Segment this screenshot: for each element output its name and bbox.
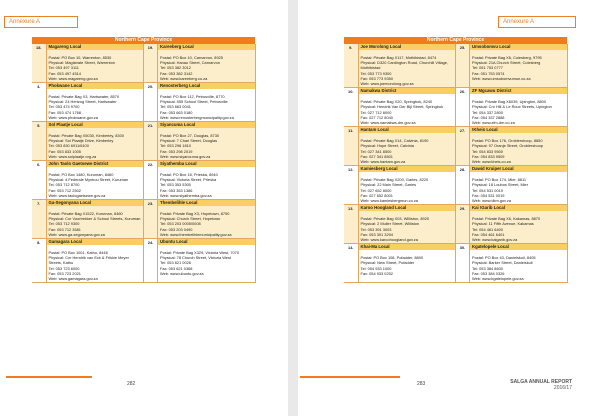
contact-detail: Physical: 21A Church Street, Colesberg <box>472 60 541 66</box>
contact-detail: Tel: 053 353 5300 <box>160 182 191 188</box>
contact-detail: Postal: PO Box 108, Pofadder, 8890 <box>360 255 424 261</box>
municipality-entry <box>46 122 144 161</box>
municipality-name: Karoo Hoogland Local <box>359 205 456 211</box>
municipality-entry <box>158 122 256 161</box>
municipality-entry <box>46 161 144 200</box>
contact-detail[interactable]: Web: www.siyancuma.gov.za <box>160 153 211 159</box>
contact-detail: Fax: 054 833 9509 <box>472 153 505 159</box>
contact-detail: Fax: 053 621 0368 <box>160 265 193 271</box>
contact-detail: Postal: Private Bag X5030, Kimberley, 8300 <box>48 133 124 139</box>
contact-detail: Postal: PO Box 176, Groblershoop, 8850 <box>472 138 543 144</box>
municipality-name: Ubuntu Local <box>158 239 255 245</box>
entry-number: 4. <box>32 83 46 122</box>
contact-detail: Fax: 053 353 1386 <box>160 187 193 193</box>
entry-number: 23. <box>144 200 158 239</box>
entry-number: 19. <box>144 44 158 83</box>
contact-detail: Fax: 053 391 3294 <box>360 231 393 237</box>
contact-detail: Tel: 027 712 8000 <box>360 109 392 115</box>
contact-detail: Postal: Private Bag X3, Hopetown, 8750 <box>160 211 230 217</box>
contact-detail: Tel: 054 531 0019 <box>472 187 503 193</box>
municipality-name: Khai-Ma Local <box>359 244 456 250</box>
contact-detail: Physical: Hendrik Van Der Bijl Street, Springbok <box>360 104 444 110</box>
municipality-table <box>32 37 256 283</box>
contact-detail[interactable]: Web: www.kamiesbergmun.co.za <box>360 198 418 204</box>
entry-number: 6. <box>32 161 46 200</box>
contact-detail: Tel: 053 712 8700 <box>48 182 80 188</box>
municipality-name: Kamiesberg Local <box>359 166 456 172</box>
contact-detail: Postal: Private Bag X200, Garies, 8220 <box>360 177 429 183</box>
table-row <box>344 88 567 127</box>
province-heading: Northern Cape Province <box>32 37 255 44</box>
municipality-name: Siyancuma Local <box>158 122 255 128</box>
contact-detail: Fax: 054 461 6401 <box>472 231 505 237</box>
contact-detail: Physical: Hanau Street, Carnarvon <box>160 60 220 66</box>
contact-detail[interactable]: Web: www.renosterbergmunicipality.gov.za <box>160 114 234 120</box>
municipality-entry <box>158 239 256 283</box>
contact-detail: Fax: 053 723 2021 <box>48 270 81 276</box>
contact-detail[interactable]: Web: www.siyathemba.gov.za <box>160 192 212 198</box>
contact-detail[interactable]: Web: www.solplaatje.org.za <box>48 153 97 159</box>
contact-detail: Fax: 054 337 2888 <box>472 114 505 120</box>
contact-detail: Postal: Private Bag X117, Mothibistad, 8474 <box>360 55 437 60</box>
contact-detail: Tel: 053 497 3111 <box>48 65 79 71</box>
footer-bar <box>6 376 92 378</box>
table-row <box>32 44 255 83</box>
contact-detail: Tel: 053 830 6911/6100 <box>48 143 89 149</box>
municipality-entry <box>358 166 456 205</box>
contact-detail: Fax: 053 474 1768 <box>48 109 81 115</box>
table-row <box>32 83 255 122</box>
entry-number: 21. <box>144 122 158 161</box>
contact-detail: Fax: 054 933 0252 <box>360 270 393 276</box>
municipality-table <box>344 37 568 283</box>
contact-detail: Postal: Private Bag X20, Springbok, 8240 <box>360 99 433 105</box>
table-body <box>344 44 567 283</box>
contact-detail: Postal: PO Box 27, Douglas, 8730 <box>160 133 220 139</box>
municipality-name: Siyathemba Local <box>158 161 255 167</box>
contact-detail[interactable]: Web: www.kheis.co.za <box>472 159 511 165</box>
page-gutter <box>288 0 298 416</box>
contact-detail: Postal: Private Bag X329, Victoria West, 7070 <box>160 250 240 256</box>
contact-detail: Fax: 053 712 2502 <box>48 187 81 193</box>
table-row <box>32 200 255 239</box>
municipality-entry <box>158 44 256 83</box>
contact-detail: Tel: 054 933 1000 <box>360 265 392 271</box>
contact-detail: Tel: 053 773 9300 <box>360 70 392 76</box>
entry-number: 20. <box>144 83 158 122</box>
contact-detail: Physical: 7 Charl Street, Douglas <box>160 138 218 144</box>
entry-number: 26. <box>456 88 470 127</box>
contact-detail[interactable]: Web: www.kgatelopele.gov.za <box>472 276 524 282</box>
contact-detail[interactable]: Web: www.zfm-dm.co.za <box>472 120 515 126</box>
table-row <box>344 127 567 166</box>
report-title <box>510 379 572 391</box>
contact-detail[interactable]: Web: www.phokwane.gov.za <box>48 114 98 120</box>
municipality-name: Renosterberg Local <box>158 83 255 89</box>
contact-detail: Physical: 24 Hertzog Street, Hartswater <box>48 99 117 105</box>
municipality-name: Ga-Segonyana Local <box>47 200 144 206</box>
entry-number: 29. <box>456 205 470 244</box>
contact-detail[interactable]: Web: www.joemorolong.gov.za <box>360 81 414 87</box>
contact-detail: Tel: 053 298 1810 <box>160 143 191 149</box>
contact-detail: Tel: 053 621 0026 <box>160 260 191 266</box>
contact-detail: Physical: 18 Loubos Street, Mier <box>472 182 529 188</box>
contact-detail: Postal: PO Box 112, Petrusville, 8770 <box>160 94 225 100</box>
municipality-entry <box>470 44 568 88</box>
contact-detail: Physical: Church Street, Hopetown <box>160 216 221 222</box>
municipality-name: Gamagara Local <box>47 239 144 245</box>
municipality-name: Hantam Local <box>359 127 456 133</box>
page-number: 283 <box>417 381 426 387</box>
municipality-name: Joe Morolong Local <box>359 44 456 50</box>
contact-detail: Postal: Private Bag X03, Williston, 8920 <box>360 216 430 222</box>
contact-detail: Physical: Cnr Hill & Le Roux Streets, Upington <box>472 104 552 110</box>
municipality-entry <box>470 166 568 205</box>
contact-detail[interactable]: Web: www.dkm.gov.za <box>472 198 511 204</box>
entry-number: 18. <box>32 44 46 83</box>
table-row <box>32 239 255 283</box>
report-year: 2016/17 <box>553 385 572 391</box>
table-row <box>344 205 567 244</box>
entry-number: 8. <box>32 239 46 283</box>
municipality-name: Kgatelopele Local <box>470 244 567 250</box>
contact-detail: Physical: 555 School Street, Petrusville <box>160 99 228 105</box>
contact-detail: Fax: 027 341 8501 <box>360 153 393 159</box>
contact-detail: Physical: Hope Street, Calvinia <box>360 143 414 149</box>
contact-detail: Postal: PO Box 1001, Kathu, 8446 <box>48 250 108 256</box>
contact-detail: Physical: New Street, Pofadder <box>360 260 415 266</box>
municipality-name: Dawid Kruiper Local <box>470 166 567 172</box>
municipality-name: Umsobomvu Local <box>470 44 567 50</box>
entry-number: 22. <box>144 161 158 200</box>
contact-detail: Postal: Private Bag X14, Calvinia, 8190 <box>360 138 429 144</box>
contact-detail[interactable]: Web: www.kareeberg.co.za <box>160 75 208 81</box>
table-row <box>344 44 567 88</box>
entry-number: 9. <box>344 44 358 88</box>
contact-detail: Fax: 054 531 0019 <box>472 192 505 198</box>
contact-detail: Tel: 053 663 0041 <box>160 104 191 110</box>
spacer <box>361 276 454 279</box>
contact-detail: Physical: Magistrate Street, Warrenton <box>48 60 115 66</box>
annexure-tab: Annexure A <box>498 16 576 28</box>
municipality-name: ZF Mgcawu District <box>470 88 567 94</box>
contact-detail: Fax: 053 382 3142 <box>160 70 193 76</box>
entry-number: 7. <box>32 200 46 239</box>
municipality-name: Magareng Local <box>47 44 144 50</box>
contact-detail[interactable]: Web: www.magareng.gov.za <box>48 75 98 81</box>
contact-detail[interactable]: Web: www.ubuntu.gov.za <box>160 270 204 276</box>
contact-detail: Fax: 053 203 0490 <box>160 226 193 232</box>
contact-detail[interactable]: Web: www.hantam.gov.za <box>360 159 406 165</box>
report-title-text: SALGA ANNUAL REPORT <box>510 379 572 385</box>
contact-detail: Postal: PO Box 10, Warrenton, 8530 <box>48 55 112 60</box>
municipality-entry <box>158 200 256 239</box>
contact-detail[interactable]: Web: www.ga-segonyana.gov.za <box>48 231 105 237</box>
contact-detail: Physical: D320 Cardington Road, Churchill Village, Mothibistad <box>360 60 449 71</box>
municipality-entry <box>46 239 144 283</box>
municipality-entry <box>46 83 144 122</box>
contact-detail: Postal: PO Box 43, Danielskuil, 8405 <box>472 255 536 261</box>
entry-number: 13. <box>344 205 358 244</box>
contact-detail: Fax: 053 298 2019 <box>160 148 193 154</box>
contact-detail: Fax: 053 384 0326 <box>472 270 505 276</box>
contact-detail: Tel: 054 833 9500 <box>472 148 503 154</box>
entry-number: 27. <box>456 127 470 166</box>
municipality-name: Sol Plaatje Local <box>47 122 144 128</box>
municipality-entry <box>470 244 568 283</box>
entry-number: 30. <box>456 244 470 283</box>
contact-detail: Physical: 78 Church Street, Victoria West <box>160 255 231 261</box>
right-page <box>300 0 586 416</box>
contact-detail: Physical: 4 Federale Mynbou Street, Kuruman <box>48 177 129 183</box>
contact-detail[interactable]: Web: www.karoohoogland.gov.za <box>360 237 418 243</box>
contact-detail: Fax: 053 712 3581 <box>48 226 81 232</box>
municipality-name: Kai !Garib Local <box>470 205 567 211</box>
table-row <box>344 166 567 205</box>
municipality-name: Namakwa District <box>359 88 456 94</box>
municipality-entry <box>358 205 456 244</box>
contact-detail: Postal: PO Box 16, Prieska, 8940 <box>160 172 218 178</box>
table-row <box>344 244 567 283</box>
municipality-entry <box>358 88 456 127</box>
contact-detail: Physical: Cnr Hendrik van Eck & Frikkie Meyer Streets, Kathu <box>48 255 129 266</box>
contact-detail[interactable]: Web: www.namakwa-dm.gov.za <box>360 120 416 126</box>
contact-detail: Postal: PO Box 10, Carnarvon, 8925 <box>160 55 223 60</box>
entry-number: 28. <box>456 166 470 205</box>
contact-detail: Fax: 053 833 1005 <box>48 148 81 154</box>
contact-detail[interactable]: Web: www.gamagara.gov.za <box>48 276 98 282</box>
contact-detail: Fax: 027 652 8001 <box>360 192 393 198</box>
contact-detail: Fax: 053 497 4514 <box>48 70 81 76</box>
municipality-name: !Kheis Local <box>470 127 567 133</box>
entry-number: 12. <box>344 166 358 205</box>
contact-detail: Physical: 2 Muller Street, Williston <box>360 221 420 227</box>
contact-detail: Postal: Private Bag X6, Kakamas, 8870 <box>472 216 541 222</box>
page-number: 282 <box>127 381 136 387</box>
municipality-entry <box>358 127 456 166</box>
contact-detail: Physical: 97 Oranje Street, Groblershoop <box>472 143 543 149</box>
contact-detail: Fax: 053 663 0180 <box>160 109 193 115</box>
entry-number: 14. <box>344 244 358 283</box>
entry-number: 24. <box>144 239 158 283</box>
municipality-entry <box>470 88 568 127</box>
contact-detail: Postal: Private Bag X6, Colesberg, 9795 <box>472 55 542 60</box>
contact-detail: Tel: 051 753 0777 <box>472 65 503 71</box>
municipality-name: Kareeberg Local <box>158 44 255 50</box>
contact-detail: Tel: 053 712 9300 <box>48 221 80 227</box>
contact-detail: Physical: 11 Fifth Avenue, Kakamas <box>472 221 534 227</box>
municipality-entry <box>358 244 456 283</box>
contact-detail: Tel: 053 382 3012 <box>160 65 191 71</box>
contact-detail: Tel: 053 474 9700 <box>48 104 80 110</box>
contact-detail: Fax: 051 753 0574 <box>472 70 505 76</box>
table-row <box>32 122 255 161</box>
contact-detail[interactable]: Web: www.kaigarib.gov.za <box>472 237 518 243</box>
table-row <box>32 161 255 200</box>
contact-detail: Physical: Sol Plaatje Drive, Kimberley <box>48 138 114 144</box>
contact-detail: Physical: Victoria Street, Prieska <box>160 177 217 183</box>
contact-detail: Postal: Private Bag X3, Hartswater, 8570 <box>48 94 120 100</box>
municipality-entry <box>158 161 256 200</box>
contact-detail[interactable]: Web: www.thembelihlemunicipality.gov.za <box>160 231 232 237</box>
annexure-tab: Annexure A <box>4 16 78 28</box>
contact-detail: Tel: 054 337 2800 <box>472 109 503 115</box>
contact-detail: Physical: Barker Street, Danielskuil <box>472 260 533 266</box>
contact-detail: Fax: 053 773 9350 <box>360 75 393 81</box>
municipality-entry <box>46 44 144 83</box>
contact-detail[interactable]: Web: www.umsobomvumun.co.za <box>472 75 531 81</box>
entry-number: 25. <box>456 44 470 88</box>
contact-detail: Postal: Private Bag X1522, Kuruman, 8460 <box>48 211 123 217</box>
municipality-entry <box>470 205 568 244</box>
municipality-name: John Taolo Gaetsewe District <box>47 161 144 167</box>
municipality-name: Thembelihle Local <box>158 200 255 206</box>
entry-number: 10. <box>344 88 358 127</box>
contact-detail: Tel: 054 461 6400 <box>472 226 503 232</box>
table-body <box>32 44 255 283</box>
contact-detail: Fax: 027 712 8040 <box>360 114 393 120</box>
municipality-name: Phokwane Local <box>47 83 144 89</box>
entry-number: 11. <box>344 127 358 166</box>
entry-number: 5. <box>32 122 46 161</box>
contact-detail: Tel: 053 723 6000 <box>48 265 80 271</box>
province-heading: Northern Cape Province <box>344 37 567 44</box>
municipality-entry <box>158 83 256 122</box>
municipality-entry <box>358 44 456 88</box>
footer-bar <box>300 376 400 378</box>
contact-detail: Tel: 053 384 8600 <box>472 265 503 271</box>
contact-detail: Tel: 027 652 8000 <box>360 187 392 193</box>
contact-detail: Tel: 027 341 8500 <box>360 148 392 154</box>
contact-detail: Postal: PO Box 174, Mier, 8811 <box>472 177 526 183</box>
contact-detail: Tel: 053 203 0005/0008 <box>160 221 201 227</box>
contact-detail: Physical: Cnr Voortrekker & School Streets, Kuruman <box>48 216 141 222</box>
contact-detail: Tel: 053 391 3003 <box>360 226 392 232</box>
contact-detail[interactable]: Web: www.taologaetsewe.gov.za <box>48 192 106 198</box>
contact-detail: Postal: PO Box 1480, Kuruman, 8460 <box>48 172 114 178</box>
municipality-entry <box>470 127 568 166</box>
contact-detail: Physical: 22 Main Street, Garies <box>360 182 417 188</box>
left-page <box>0 0 286 416</box>
contact-detail: Postal: Private Bag X6039, Upington, 8800 <box>472 99 546 105</box>
municipality-entry <box>46 200 144 239</box>
